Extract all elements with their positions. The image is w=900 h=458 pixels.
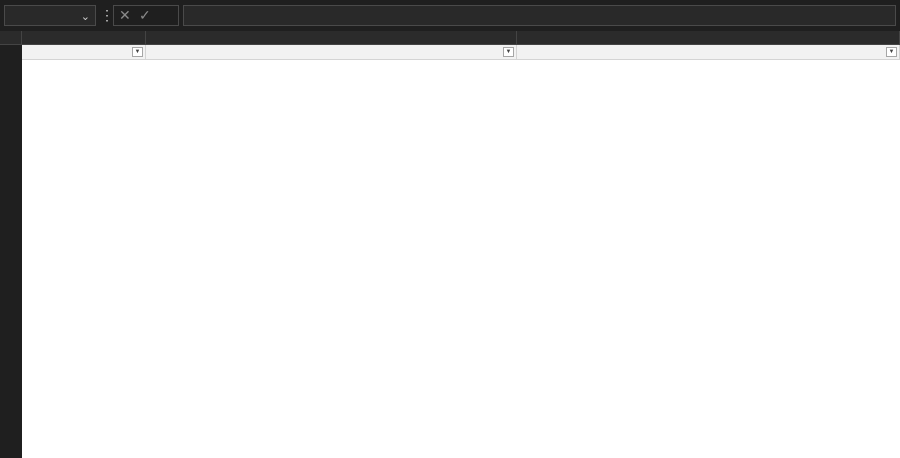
formula-input[interactable] — [183, 5, 896, 26]
vertical-dots-icon[interactable]: ⋮ — [100, 7, 114, 23]
formula-bar — [0, 0, 900, 31]
table-header-row — [22, 45, 900, 60]
column-header-b[interactable] — [146, 31, 517, 45]
chevron-down-icon[interactable]: ⌄ — [80, 11, 90, 23]
header-cell-c[interactable] — [517, 45, 900, 60]
filter-dropdown-icon[interactable]: ▼ — [886, 47, 897, 57]
header-cell-b[interactable] — [146, 45, 517, 60]
cancel-x-icon[interactable]: ✕ — [119, 7, 131, 23]
filter-dropdown-icon[interactable]: ▼ — [503, 47, 514, 57]
header-cell-a[interactable] — [22, 45, 146, 60]
select-all-corner[interactable] — [0, 31, 22, 45]
spreadsheet-grid — [22, 45, 900, 458]
formula-buttons — [113, 5, 179, 26]
confirm-check-icon[interactable]: ✓ — [139, 7, 151, 23]
filter-dropdown-icon[interactable]: ▼ — [132, 47, 143, 57]
column-header-c[interactable] — [517, 31, 900, 45]
name-box[interactable] — [4, 5, 96, 26]
column-header-a[interactable] — [22, 31, 146, 45]
